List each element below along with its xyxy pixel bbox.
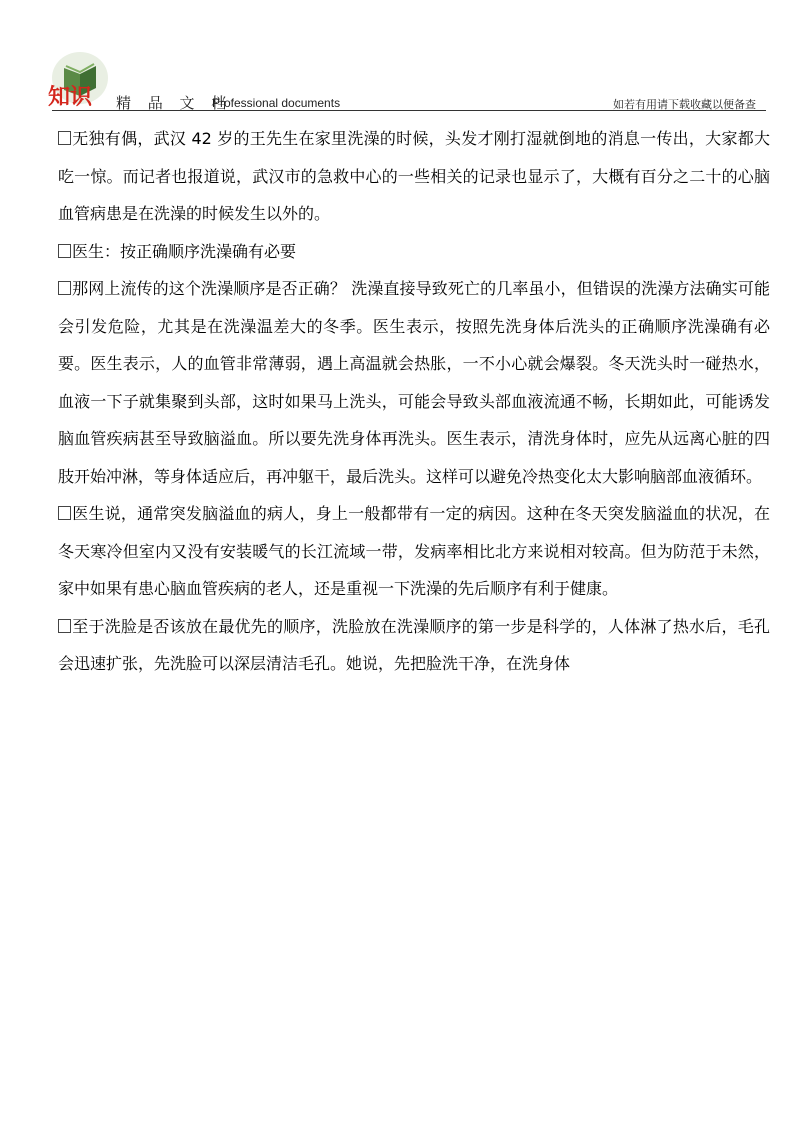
svg-text:知识: 知识 bbox=[48, 84, 93, 108]
heading-text: 医生：按正确顺序洗澡确有必要 bbox=[72, 241, 297, 261]
paragraph-text: 那网上流传的这个洗澡顺序是否正确？ 洗澡直接导致死亡的几率虽小，但错误的洗澡方法确实可能会引发危险，尤其是在洗澡温差大的冬季。医生表示，按照先洗身体后洗头的正确顺序洗澡确有必要。医生表示，人的血管非常薄弱，遇上高温就会热胀，一不小心就会爆裂。冬天洗头时一碰热水，血液一下子就集聚到头部，这时如果马上洗头，可能会导致头部血液流通不畅，长期如此，可能诱发脑血管疾病甚至导致脑溢血。所以要先洗身体再洗头。医生表示，清洗身体时，应先从远离心脏的四肢开始冲淋，等身体适应后，再冲躯干，最后洗头。这样可以避免冷热变化太大影响脑部血液循环。 bbox=[58, 279, 770, 486]
paragraph-text: 无独有偶，武汉 42 岁的王先生在家里洗澡的时候，头发才刚打湿就倒地的消息一传出，大家都大吃一惊。而记者也报道说，武汉市的急救中心的一些相关的记录也显示了，大概有百分之二十的心脑血管病患是在洗澡的时候发生以外的。 bbox=[58, 129, 770, 223]
header-note: 如若有用请下载收藏以便备查 bbox=[613, 98, 756, 111]
brand-title: 精 品 文 档 bbox=[116, 94, 233, 112]
checkbox-glyph-icon bbox=[58, 506, 71, 520]
checkbox-glyph-icon bbox=[58, 281, 71, 295]
paragraph bbox=[58, 608, 770, 683]
paragraph-text: 至于洗脸是否该放在最优先的顺序，洗脸放在洗澡顺序的第一步是科学的，人体淋了热水后，毛孔会迅速扩张，先洗脸可以深层清洁毛孔。她说，先把脸洗干净，在洗身体 bbox=[58, 616, 770, 673]
book-logo-icon bbox=[46, 48, 110, 108]
brand-subtitle: Professional documents bbox=[212, 96, 341, 110]
section-heading bbox=[58, 233, 770, 271]
paragraph-text: 医生说，通常突发脑溢血的病人，身上一般都带有一定的病因。这种在冬天突发脑溢血的状况，在冬天寒冷但室内又没有安装暖气的长江流域一带，发病率相比北方来说相对较高。但为防范于未然，家中如果有患心脑血管疾病的老人，还是重视一下洗澡的先后顺序有利于健康。 bbox=[58, 504, 770, 598]
paragraph bbox=[58, 120, 770, 233]
document-body bbox=[58, 120, 770, 683]
checkbox-glyph-icon bbox=[58, 244, 71, 258]
paragraph bbox=[58, 495, 770, 608]
checkbox-glyph-icon bbox=[58, 131, 71, 145]
header-divider bbox=[52, 110, 766, 111]
checkbox-glyph-icon bbox=[58, 619, 71, 633]
page-header bbox=[0, 0, 794, 115]
paragraph bbox=[58, 270, 770, 495]
